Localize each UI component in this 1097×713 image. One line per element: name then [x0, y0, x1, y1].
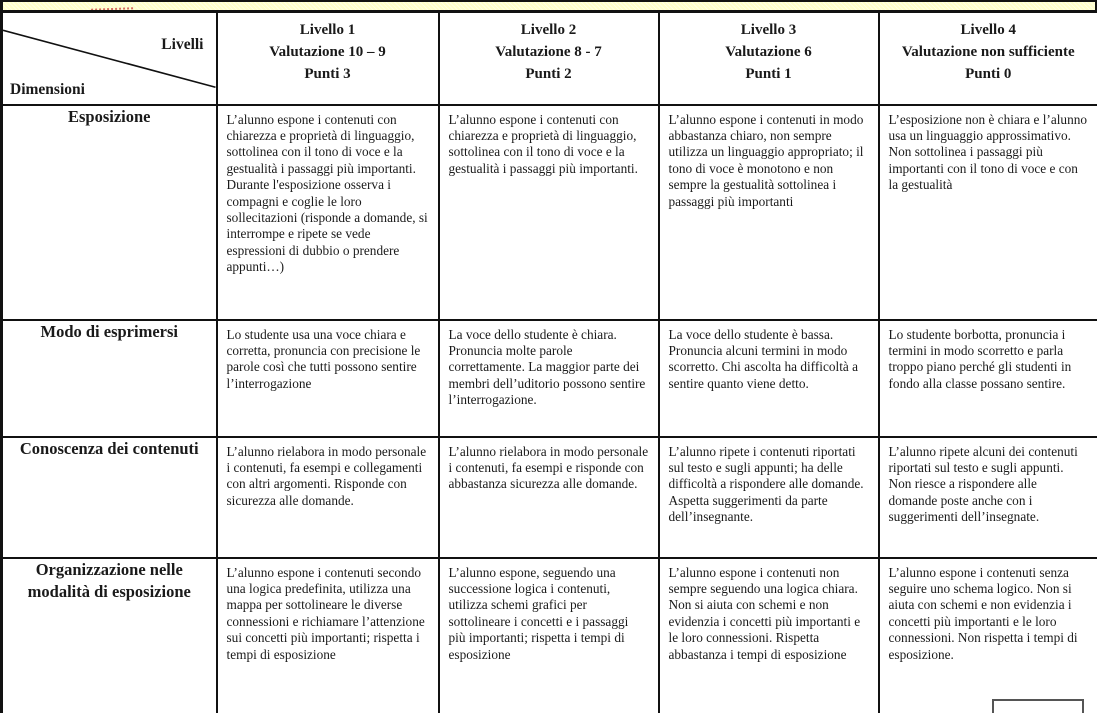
- dimension-conoscenza: Conoscenza dei contenuti: [2, 437, 217, 558]
- rubric-cell-esposizione-l1: L’alunno espone i contenuti con chiarezza e proprietà di linguaggio, sottolinea con il tono di voce e la gestualità i passaggi più importanti. Durante l'esposizione osserva i compagni e coglie le loro sollecitazioni (risponde a domande, si interrompe e ripete se vede espressioni di dubbio o prendere appunti…): [217, 105, 439, 320]
- header-livello-3: [659, 12, 879, 105]
- level-valutazione: Valutazione non sufficiente: [901, 43, 1075, 60]
- rubric-cell-conoscenza-l4: L’alunno ripete alcuni dei contenuti riportati sul testo e sugli appunti. Non riesce a rispondere alle domande poste anche con i suggerimenti dell’insegnate.: [879, 437, 1097, 558]
- level-valutazione: Valutazione 6: [725, 43, 812, 60]
- dimension-modo-di-esprimersi: Modo di esprimersi: [2, 320, 217, 437]
- rubric-cell-esposizione-l2: L’alunno espone i contenuti con chiarezza e proprietà di linguaggio, sottolinea con il tono di voce e la gestualità i passaggi più importanti.: [439, 105, 659, 320]
- table-row-modo-di-esprimersi: [2, 320, 1097, 437]
- level-title: Livello 4: [960, 22, 1016, 38]
- corner-label-livelli: Livelli: [161, 36, 204, 53]
- level-punti: Punti 3: [304, 65, 351, 82]
- level-punti: Punti 0: [965, 65, 1012, 82]
- header-livello-4: [879, 12, 1097, 105]
- table-row-organizzazione: [2, 558, 1097, 713]
- rubric-cell-conoscenza-l2: L’alunno rielabora in modo personale i contenuti, fa esempi e risponde con abbastanza sicurezza alle domande.: [439, 437, 659, 558]
- rubric-cell-organizzazione-l1: L’alunno espone i contenuti secondo una logica predefinita, utilizza una mappa per sottolineare le diverse connessioni e richiamare l’attenzione sui concetti più importanti; rispetta i tempi di esposizione: [217, 558, 439, 713]
- rubric-cell-organizzazione-l3: L’alunno espone i contenuti non sempre seguendo una logica chiara. Non si aiuta con schemi e non evidenzia i concetti più importanti e le loro connessioni. Rispetta abbastanza i tempi di esposizione: [659, 558, 879, 713]
- level-valutazione: Valutazione 10 – 9: [269, 43, 386, 60]
- top-strip: [0, 0, 1097, 10]
- header-livello-2: [439, 12, 659, 105]
- corner-cell: [2, 12, 217, 105]
- rubric-cell-modo-l3: La voce dello studente è bassa. Pronuncia alcuni termini in modo scorretto. Chi ascolta ha difficoltà a sentire quanto viene detto.: [659, 320, 879, 437]
- rubric-table: [0, 10, 1097, 713]
- level-title: Livello 3: [740, 22, 797, 38]
- level-title: Livello 1: [299, 22, 356, 38]
- level-punti: Punti 1: [745, 65, 792, 82]
- rubric-cell-conoscenza-l1: L’alunno rielabora in modo personale i contenuti, fa esempi e collegamenti con altri argomenti. Risponde con sicurezza alle domande.: [217, 437, 439, 558]
- level-punti: Punti 2: [525, 65, 572, 82]
- level-title: Livello 2: [520, 22, 577, 38]
- table-row-conoscenza: [2, 437, 1097, 558]
- rubric-cell-modo-l1: Lo studente usa una voce chiara e corretta, pronuncia con precisione le parole così che tutti possono sentire l’interrogazione: [217, 320, 439, 437]
- rubric-cell-organizzazione-l4: L’alunno espone i contenuti senza seguire uno schema logico. Non si aiuta con schemi e non evidenzia i concetti più importanti e le loro connessioni. Non rispetta i tempi di esposizione.: [879, 558, 1097, 713]
- rubric-cell-organizzazione-l2: L’alunno espone, seguendo una successione logica i contenuti, utilizza schemi grafici per sottolineare i concetti e i passaggi più importanti; rispetta i tempi di esposizione: [439, 558, 659, 713]
- rubric-cell-modo-l2: La voce dello studente è chiara. Pronuncia molte parole correttamente. La maggior parte dei membri dell’uditorio possono sentire l’interrogazione.: [439, 320, 659, 437]
- header-livello-1: [217, 12, 439, 105]
- rubric-cell-conoscenza-l3: L’alunno ripete i contenuti riportati sul testo e sugli appunti; ha delle difficoltà a rispondere alle domande. Aspetta suggerimenti da parte dell’insegnante.: [659, 437, 879, 558]
- dimension-esposizione: Esposizione: [2, 105, 217, 320]
- header-row: [2, 12, 1097, 105]
- table-row-esposizione: [2, 105, 1097, 320]
- rubric-cell-modo-l4: Lo studente borbotta, pronuncia i termini in modo scorretto e parla troppo piano perché gli studenti in fondo alla classe possano sentire.: [879, 320, 1097, 437]
- dimension-organizzazione: Organizzazione nelle modalità di esposizione: [2, 558, 217, 713]
- level-valutazione: Valutazione 8 - 7: [495, 43, 602, 60]
- partial-box: [992, 699, 1084, 713]
- rubric-cell-esposizione-l4: L’esposizione non è chiara e l’alunno usa un linguaggio approssimativo. Non sottolinea i passaggi più importanti con il tono di voce e con la gestualità: [879, 105, 1097, 320]
- corner-label-dimensioni: Dimensioni: [10, 80, 85, 98]
- rubric-cell-esposizione-l3: L’alunno espone i contenuti in modo abbastanza chiaro, non sempre utilizza un linguaggio appropriato; il tono di voce è monotono e non sempre la gestualità sottolinea i passaggi più importanti: [659, 105, 879, 320]
